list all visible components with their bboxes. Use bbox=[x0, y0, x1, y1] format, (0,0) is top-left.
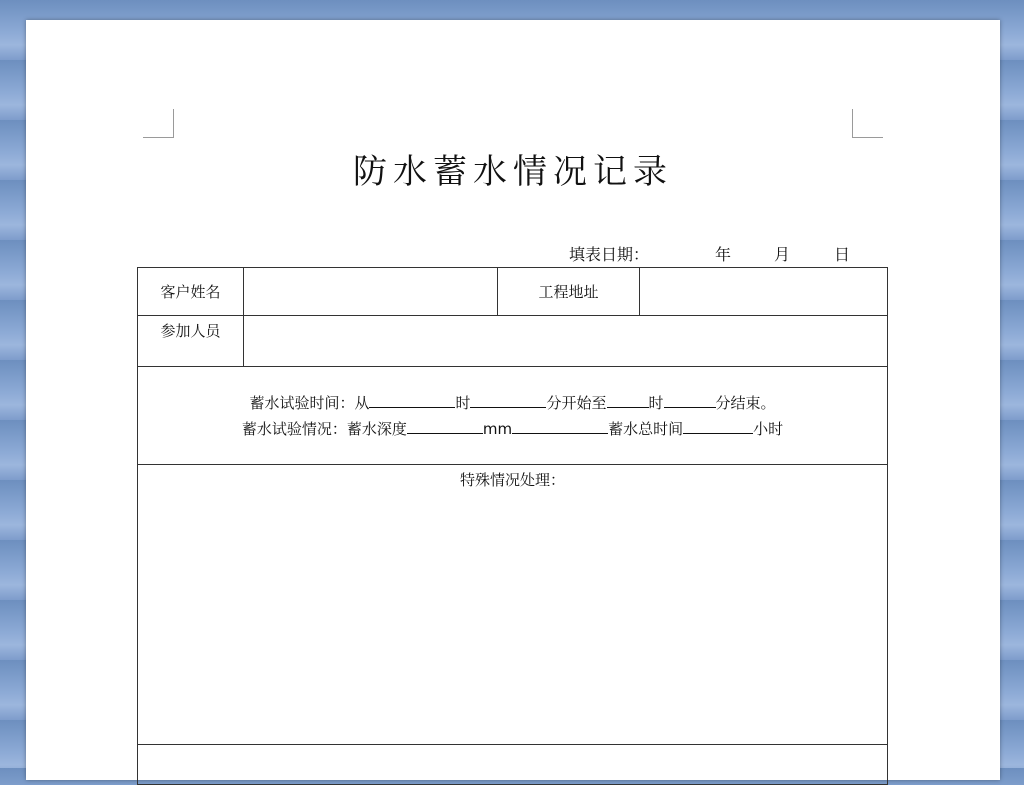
end-minute-blank[interactable] bbox=[664, 393, 716, 408]
trial-time-line: 蓄水试验时间：从 时 分开始至 时 分结束。 bbox=[249, 393, 776, 412]
project-address-label: 工程地址 bbox=[498, 268, 640, 316]
special-handling-cell[interactable] bbox=[138, 465, 888, 745]
month-label: 月 bbox=[774, 245, 791, 264]
participants-label: 参加人员 bbox=[138, 316, 244, 367]
special-handling-label: 特殊情况处理： bbox=[459, 471, 565, 489]
water-storage-trial-cell bbox=[138, 367, 888, 465]
year-label: 年 bbox=[715, 245, 732, 264]
project-address-field[interactable] bbox=[640, 268, 888, 316]
document-page bbox=[26, 20, 1000, 780]
end-hour-blank[interactable] bbox=[607, 393, 649, 408]
document-title: 防水蓄水情况记录 bbox=[353, 152, 673, 192]
day-label: 日 bbox=[834, 245, 851, 264]
table-row bbox=[138, 367, 888, 465]
start-minute-blank[interactable] bbox=[470, 393, 546, 408]
water-depth-blank[interactable] bbox=[407, 419, 483, 434]
table-row bbox=[138, 268, 888, 316]
start-hour-blank[interactable] bbox=[369, 393, 455, 408]
margin-corner-top-right bbox=[852, 109, 883, 138]
record-form-table bbox=[137, 267, 888, 785]
fill-date-label: 填表日期： bbox=[569, 245, 650, 264]
customer-name-label: 客户姓名 bbox=[138, 268, 244, 316]
fill-date-line bbox=[26, 242, 1000, 266]
table-row bbox=[138, 745, 888, 785]
margin-corner-top-left bbox=[143, 109, 174, 138]
customer-name-field[interactable] bbox=[244, 268, 498, 316]
depth-extra-blank[interactable] bbox=[512, 419, 608, 434]
table-row bbox=[138, 465, 888, 745]
trial-status-line: 蓄水试验情况：蓄水深度 mm 蓄水总时间 小时 bbox=[241, 419, 784, 438]
participants-field[interactable] bbox=[244, 316, 888, 367]
table-row bbox=[138, 316, 888, 367]
bottom-row-cell[interactable] bbox=[138, 745, 888, 785]
total-time-blank[interactable] bbox=[683, 419, 753, 434]
